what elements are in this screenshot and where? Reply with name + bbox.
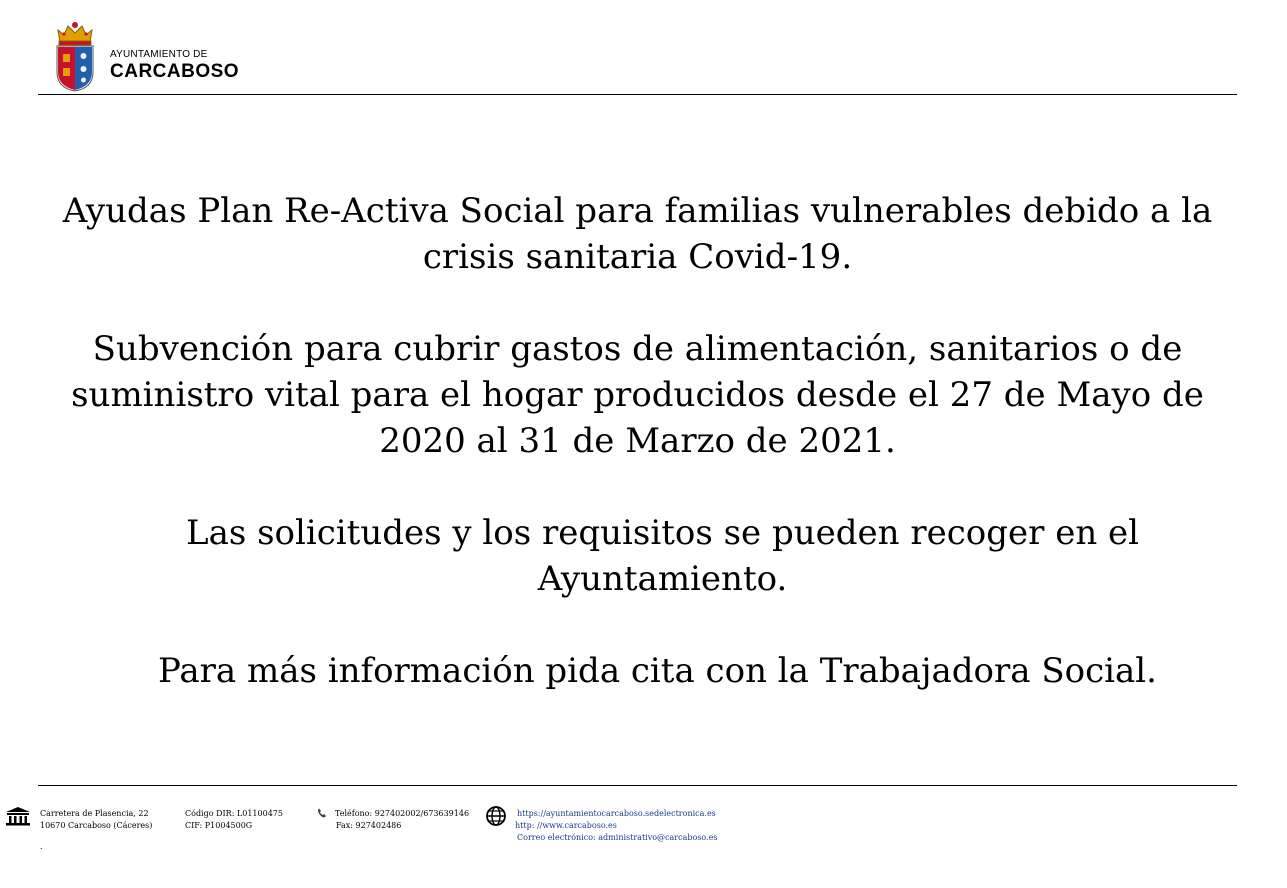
crest-icon [54,20,96,92]
footer-web [515,808,717,844]
web-link[interactable]: http: //www.carcaboso.es [515,821,617,830]
org-top-label: AYUNTAMIENTO DE [110,49,208,60]
notice-body [38,188,1237,694]
letterhead [38,18,1237,95]
footer-dot: . [40,842,43,851]
footer [0,800,1287,860]
footer-address [40,808,152,832]
fax-number: Fax: 927402486 [336,821,402,830]
address-line-1: Carretera de Plasencia, 22 [40,809,149,818]
notice-more-info: Para más información pida cita con la Trabajadora Social. [158,651,1157,691]
footer-codes [185,808,283,832]
address-line-2: 10670 Carcaboso (Cáceres) [40,821,153,830]
footer-phone [335,808,469,832]
cif-code: CIF: P1004500G [185,821,253,830]
dir-code: Código DIR: L01100475 [185,809,283,818]
organization-name [110,49,239,83]
footer-divider [38,785,1237,786]
phone-number: Teléfono: 927402002/673639146 [335,809,470,818]
notice-applications: Las solicitudes y los requisitos se pueden recoger en el Ayuntamiento. [185,513,1140,599]
org-name-label: CARCABOSO [110,61,240,82]
notice-title: Ayudas Plan Re-Activa Social para familias vulnerables debido a la crisis sanitaria Covid-19. [62,191,1213,277]
email-link[interactable]: Correo electrónico: administrativo@carcaboso.es [517,833,718,842]
building-icon [5,806,31,826]
notice-subsidy: Subvención para cubrir gastos de alimentación, sanitarios o de suministro vital para el hogar producidos desde el 27 de Mayo de 2020 al 31 de Marzo de 2021. [71,329,1204,461]
sede-link[interactable]: https://ayuntamientocarcaboso.sedelectronica.es [517,809,716,818]
globe-icon [486,806,506,826]
phone-icon [317,808,327,818]
